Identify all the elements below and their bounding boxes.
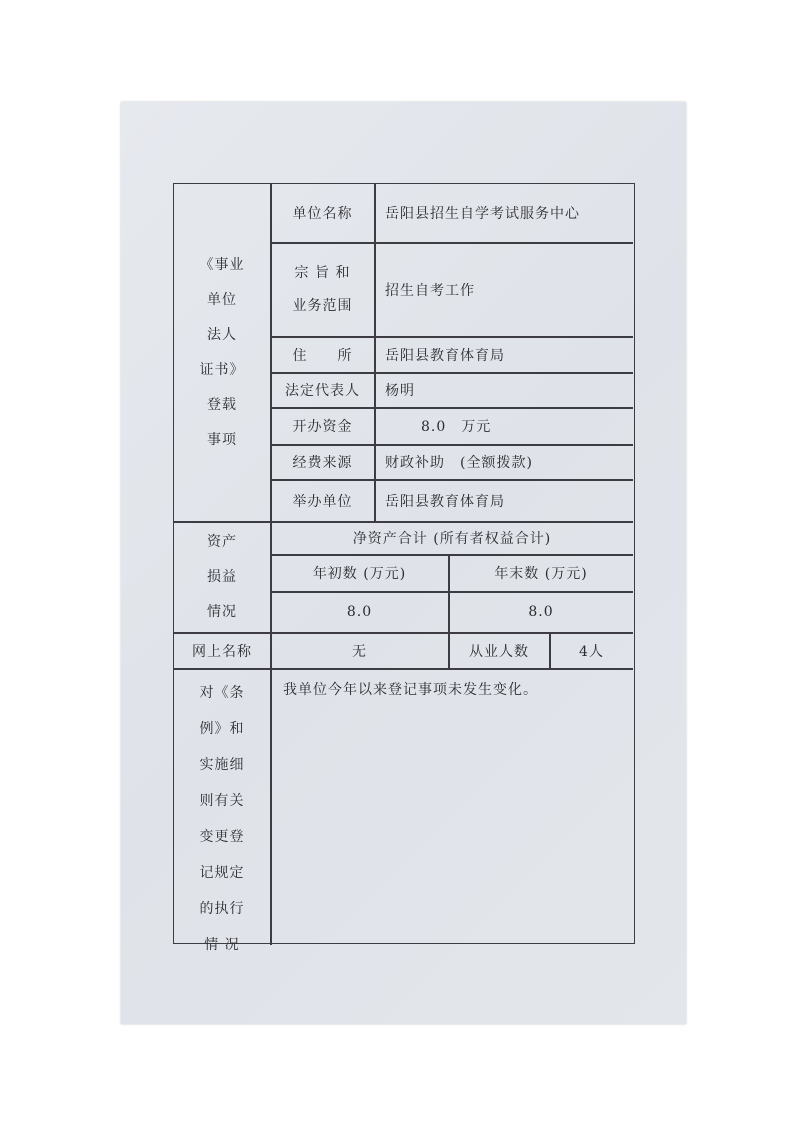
staff-count-value: 4人: [579, 643, 604, 660]
capital-value: 8.0 万元: [421, 419, 492, 435]
unit-name-label: 单位名称: [292, 206, 353, 222]
begin-year-label: 年初数 (万元): [312, 566, 407, 582]
end-year-label: 年末数 (万元): [494, 566, 588, 582]
begin-year-value: 8.0: [346, 604, 373, 620]
assets-section-label: [174, 522, 270, 632]
compliance-section-line-4: 则有关: [199, 793, 245, 809]
registration-section-line-4: 证书》: [199, 361, 245, 378]
address-label: 住 所: [292, 347, 353, 364]
sponsor-value: 岳阳县教育体育局: [385, 493, 505, 510]
registration-section-line-5: 登载: [207, 396, 237, 413]
end-year-value: 8.0: [528, 604, 554, 620]
purpose-label-line-1: 宗 旨 和: [294, 264, 351, 281]
sponsor-label: 举办单位: [292, 493, 353, 510]
legal-rep-label: 法定代表人: [285, 383, 360, 399]
funding-label: 经费来源: [292, 455, 353, 471]
online-name-label: 网上名称: [192, 643, 252, 660]
legal-rep-value: 杨明: [385, 383, 415, 399]
registration-section-line-2: 单位: [207, 291, 237, 308]
compliance-section-line-7: 的执行: [199, 901, 245, 917]
address-value: 岳阳县教育体育局: [385, 347, 505, 364]
assets-section-line-1: 资产: [207, 533, 237, 550]
registration-section-line-6: 事项: [207, 431, 237, 448]
online-name-value: 无: [352, 643, 367, 660]
registration-form-table: [173, 183, 635, 953]
registration-section-label: [174, 184, 270, 521]
compliance-section-line-8: 情 况: [204, 937, 240, 953]
document-page: [121, 102, 686, 1024]
compliance-section-line-6: 记规定: [199, 865, 245, 881]
purpose-label-line-2: 业务范围: [292, 297, 353, 314]
compliance-section-label: [174, 669, 270, 953]
purpose-value: 招生自考工作: [385, 282, 475, 299]
compliance-section-line-3: 实施细: [199, 757, 245, 773]
compliance-value: 我单位今年以来登记事项未发生变化。: [283, 682, 538, 698]
compliance-section-line-1: 对《条: [199, 685, 245, 701]
capital-label: 开办资金: [292, 419, 353, 435]
net-assets-header: 净资产合计 (所有者权益合计): [352, 531, 552, 547]
registration-section-line-3: 法人: [207, 326, 237, 343]
assets-section-line-2: 损益: [207, 568, 237, 585]
compliance-section-line-2: 例》和: [199, 721, 245, 737]
compliance-section-line-5: 变更登: [199, 829, 245, 845]
assets-section-line-3: 情况: [207, 603, 237, 620]
registration-section-line-1: 《事业: [199, 256, 245, 273]
staff-count-label: 从业人数: [469, 643, 529, 660]
purpose-label: [271, 243, 374, 336]
unit-name-value: 岳阳县招生自学考试服务中心: [385, 206, 580, 222]
funding-value: 财政补助 (全额拨款): [385, 455, 533, 471]
